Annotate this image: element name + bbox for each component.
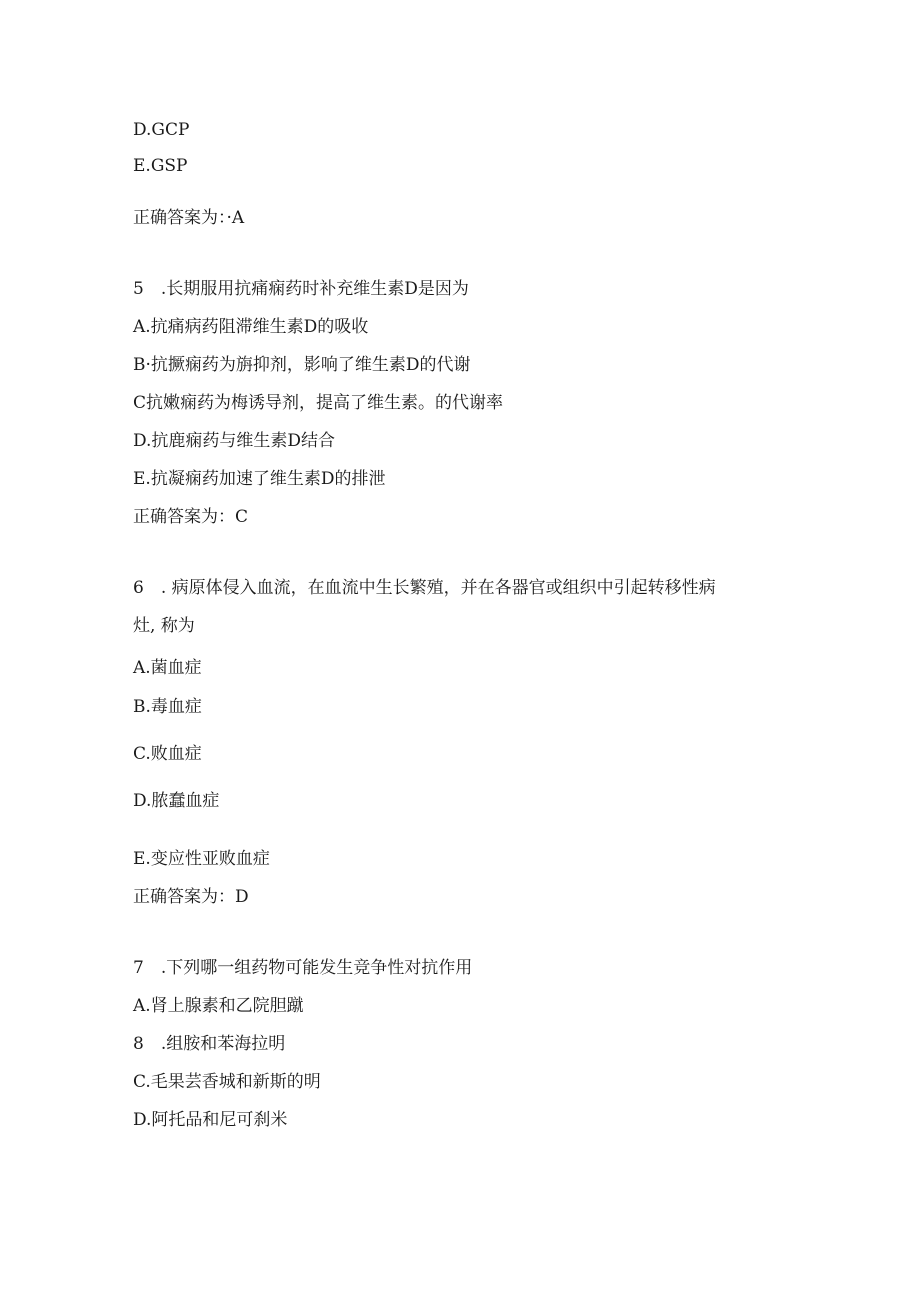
q6-option-e: E.变应性亚败血症	[133, 849, 270, 869]
q7-option-b: 8 .组胺和苯海拉明	[133, 1034, 286, 1054]
q6-option-b: B.毒血症	[133, 697, 202, 717]
q6-answer: 正确答案为：D	[133, 887, 249, 907]
q6-stem-line2: 灶, 称为	[133, 616, 195, 636]
q5-option-e: E.抗凝痫药加速了维生素D的排泄	[133, 469, 386, 489]
q4-option-e: E.GSP	[133, 156, 188, 176]
q4-option-d: D.GCP	[133, 120, 190, 140]
q5-stem: 5 .长期服用抗痛痫药时补充维生素D是因为	[133, 279, 469, 299]
q6-option-a: A.菌血症	[133, 658, 202, 678]
q5-option-d: D.抗鹿痫药与维生素D结合	[133, 431, 336, 451]
q6-stem-line1: 6 . 病原体侵入血流，在血流中生长繁殖，并在各器官或组织中引起转移性病	[133, 578, 716, 598]
q5-option-b: B·抗撅痫药为旃抑剂，影响了维生素D的代谢	[133, 355, 471, 375]
q5-option-c: C抗嫩痫药为梅诱导剂，提高了维生素。的代谢率	[133, 393, 504, 413]
q7-option-a: A.肾上腺素和乙院胆蹴	[133, 996, 304, 1016]
q7-option-c: C.毛果芸香城和新斯的明	[133, 1072, 321, 1092]
q5-option-a: A.抗痛病药阻滞维生素D的吸收	[133, 317, 369, 337]
q5-answer: 正确答案为：C	[133, 507, 249, 527]
q7-option-d: D.阿托品和尼可刹米	[133, 1110, 288, 1130]
q6-option-d: D.脓蠢血症	[133, 791, 220, 811]
q4-answer: 正确答案为：·A	[133, 208, 245, 228]
q6-option-c: C.败血症	[133, 744, 202, 764]
q7-stem: 7 .下列哪一组药物可能发生竞争性对抗作用	[133, 958, 473, 978]
